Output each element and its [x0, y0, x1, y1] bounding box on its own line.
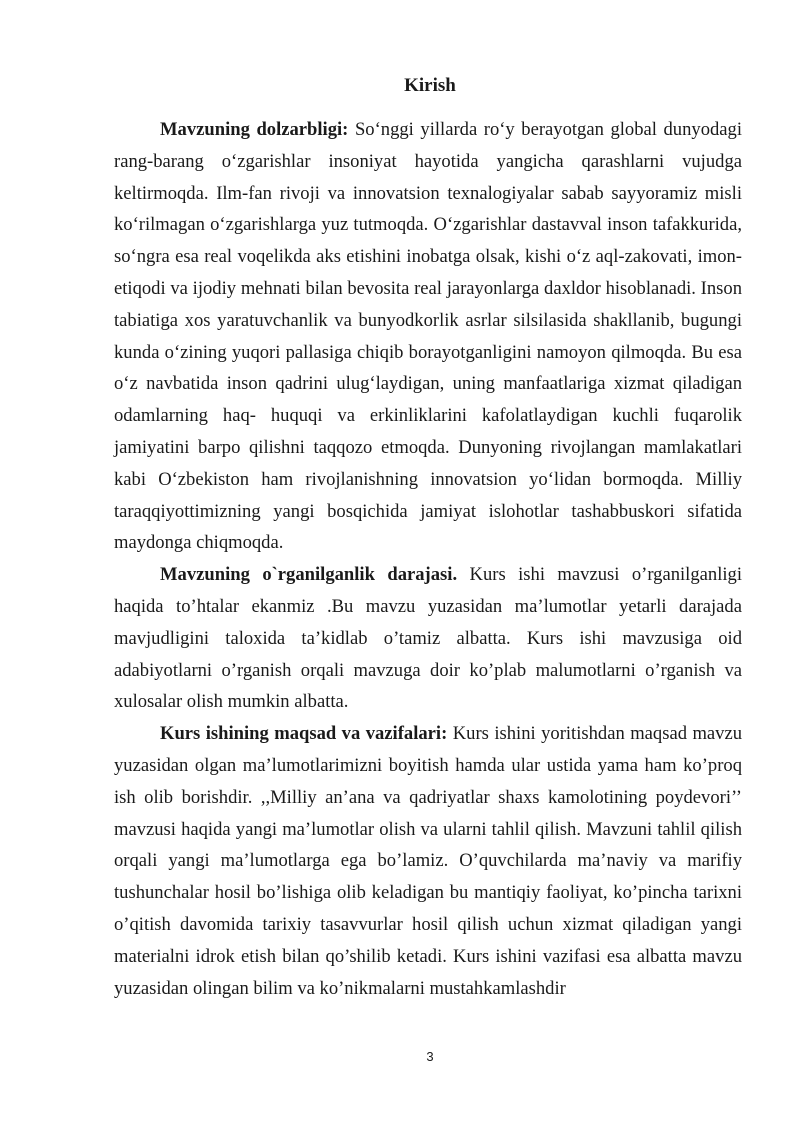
- paragraph-relevance: [114, 114, 742, 559]
- paragraph-lead: Kurs ishining maqsad va vazifalari:: [160, 723, 448, 745]
- document-body: [114, 114, 742, 1004]
- paragraph-lead: Mavzuning o`rganilganlik darajasi.: [160, 564, 458, 586]
- paragraph-lead: Mavzuning dolzarbligi:: [160, 119, 349, 140]
- paragraph-goals-tasks: [114, 718, 742, 1004]
- paragraph-text: So‘nggi yillarda ro‘y berayotgan global dunyodagi rang-barang o‘zgarishlar insoniyat hayotida yangicha qarashlarni vujudga keltirmoqda. Ilm-fan rivoji va innovatsion texnalogiyalar sabab sayyoramiz misli ko‘rilmagan o‘zgarishlarga yuz tutmoqda. O‘zgarishlar dastavval inson tafakkurida, so‘ngra esa real voqelikda aks etishini inobatga olsak, kishi o‘z aql-zakovati, imon-etiqodi va ijodiy mehnati bilan bevosita real jarayonlarga daxldor hisoblanadi. Inson tabiatiga xos yaratuvchanlik va bunyodkorlik asrlar silsilasida shakllanib, bugungi kunda o‘zining yuqori pallasiga chiqib borayotganligini namoyon qilmoqda. Bu esa o‘z navbatida inson qadrini ulug‘laydigan, uning manfaatlariga xizmat qiladigan odamlarning haq- huquqi va erkinliklarini kafolatlaydigan kuchli fuqarolik jamiyatini barpo qilishni taqqozo etmoqda. Dunyoning rivojlangan mamlakatlari kabi O‘zbekiston ham rivojlanishning innovatsion yo‘lidan bormoqda. Milliy taraqqiyottimizning yangi bosqichida jamiyat islohotlar tashabbuskori sifatida maydonga chiqmoqda.: [114, 119, 742, 554]
- paragraph-text: Kurs ishi mavzusi o’rganilganligi haqida to’htalar ekanmiz .Bu mavzu yuzasidan ma’lumotlar yetarli darajada mavjudligini taloxida ta’kidlab o’tamiz albatta. Kurs ishi mavzusiga oid adabiyotlarni o’rganish orqali mavzuga doir ko’plab malumotlarni o’rganish va xulosalar olish mumkin albatta.: [114, 564, 742, 713]
- page-title: Kirish: [404, 75, 456, 96]
- paragraph-text: Kurs ishini yoritishdan maqsad mavzu yuzasidan olgan ma’lumotlarimizni boyitish hamda ular ustida yama ham ko’proq ish olib borishdir. ,,Milliy an’ana va qadriyatlar shaxs kamolotining poydevori’’ mavzusi haqida yangi ma’lumotlar olish va ularni tahlil qilish. Mavzuni tahlil qilish orqali yangi ma’lumotlarga ega bo’lamiz. O’quvchilarda ma’naviy va marifiy tushunchalar hosil bo’lishiga olib keladigan bu mantiqiy faoliyat, ko’pincha tarixni o’qitish davomida tarixiy tasavvurlar hosil qilish uchun xizmat qiladigan yangi materialni idrok etish bilan qo’shilib ketadi. Kurs ishini vazifasi esa albatta mavzu yuzasidan olingan bilim va ko’nikmalarni mustahkamlashdir: [114, 723, 743, 999]
- paragraph-study-level: [114, 559, 742, 718]
- page-number: 3: [426, 1049, 434, 1064]
